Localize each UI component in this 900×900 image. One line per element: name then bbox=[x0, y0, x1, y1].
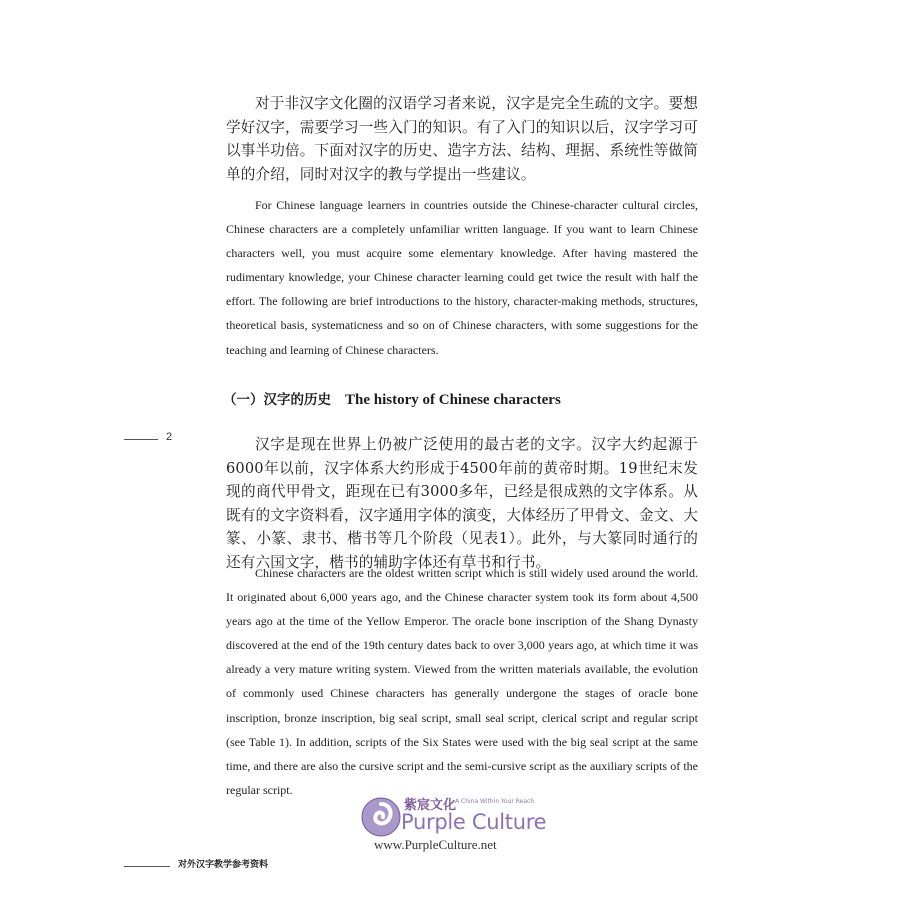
watermark-url: www.PurpleCulture.net bbox=[374, 837, 497, 852]
history-paragraph-chinese: 汉字是现在世界上仍被广泛使用的最古老的文字。汉字大约起源于6000年以前，汉字体系大约形成于4500年前的黄帝时期。19世纪末发现的商代甲骨文，距现在已有3000多年，已经是很成熟的文字体系。从既有的文字资料看，汉字通用字体的演变，大体经历了甲骨文、金文、大篆、小篆、隶书、楷书等几个阶段（见表1）。此外，与大篆同时通行的还有六国文字，楷书的辅助字体还有草书和行书。 bbox=[226, 436, 698, 571]
intro-paragraph-english: For Chinese language learners in countries outside the Chinese-character cultural circles, Chinese characters are a completely unfamiliar written language. If you want to learn Chinese characters well, you must acquire some elementary knowledge. After having mastered the rudimentary knowledge, your Chinese character learning could get twice the result with half the effort. The following are brief introductions to the history, character-making methods, structures, theoretical basis, systematicness and so on of Chinese characters, with some suggestions for the teaching and learning of Chinese characters. bbox=[226, 198, 698, 357]
purple-culture-logo-icon bbox=[360, 796, 402, 838]
watermark-tagline: A China Within Your Reach bbox=[455, 798, 535, 805]
margin-rule bbox=[124, 439, 158, 440]
watermark-chinese-name: 紫宸文化 bbox=[404, 798, 457, 813]
page-number: 2 bbox=[166, 431, 173, 443]
section-heading-chinese: （一）汉字的历史 bbox=[223, 392, 331, 408]
section-heading-english: The history of Chinese characters bbox=[345, 392, 561, 408]
intro-paragraph-chinese: 对于非汉字文化圈的汉语学习者来说，汉字是完全生疏的文字。要想学好汉字，需要学习一些入门的知识。有了入门的知识以后，汉字学习可以事半功倍。下面对汉字的历史、造字方法、结构、理据、系统性等做简单的介绍，同时对汉字的教与学提出一些建议。 bbox=[226, 95, 698, 183]
footer-rule bbox=[124, 866, 170, 867]
purple-culture-watermark bbox=[360, 796, 560, 858]
history-paragraph-english: Chinese characters are the oldest written script which is still widely used around the world. It originated about 6,000 years ago, and the Chinese character system took its form about 4,500 years ago at the time of the Yellow Emperor. The oracle bone inscription of the Shang Dynasty discovered at the end of the 19th century dates back to over 3,000 years ago, at which time it was already a very mature writing system. Viewed from the written materials available, the evolution of commonly used Chinese characters has generally undergone the stages of oracle bone inscription, bronze inscription, big seal script, small seal script, clerical script and regular script (see Table 1). In addition, scripts of the Six States were used with the big seal script at the same time, and there are also the cursive script and the semi-cursive script as the auxiliary scripts of the regular script. bbox=[226, 566, 698, 797]
section-heading bbox=[223, 388, 561, 409]
footer-book-title: 对外汉字教学参考资料 bbox=[178, 860, 269, 870]
watermark-brand: Purple Culture bbox=[401, 810, 547, 834]
